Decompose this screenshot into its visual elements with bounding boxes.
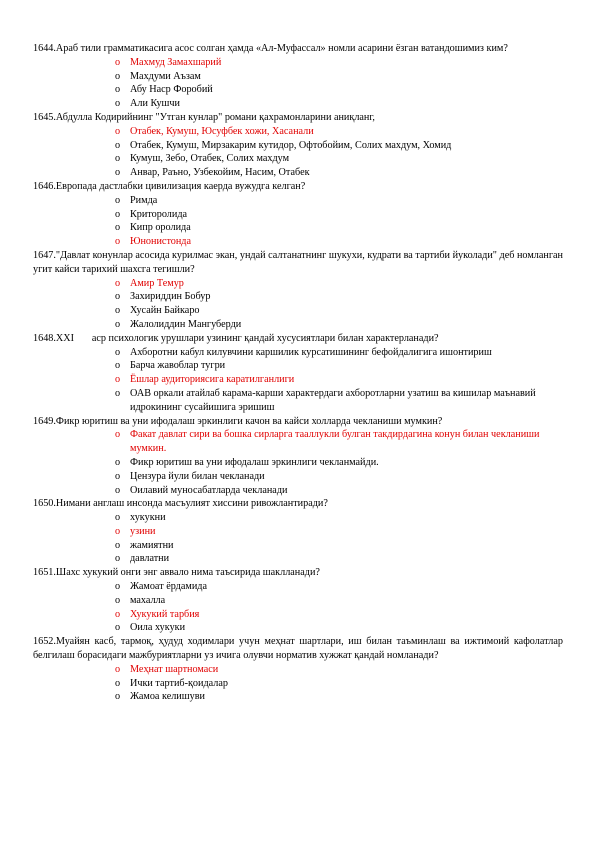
option[interactable] <box>33 511 563 525</box>
bullet-icon: o <box>115 663 121 675</box>
bullet-icon: o <box>115 553 121 565</box>
bullet-icon: o <box>115 594 121 606</box>
bullet-icon: o <box>115 208 121 220</box>
option[interactable] <box>33 539 563 553</box>
bullet-icon: o <box>115 608 121 620</box>
option-text: Фикр юритиш ва уни ифодалаш эркинлиги чекланмайди. <box>130 456 379 468</box>
document-page <box>33 42 563 704</box>
option[interactable] <box>33 83 563 97</box>
option-correct[interactable] <box>33 525 563 539</box>
option-correct[interactable] <box>33 235 563 249</box>
option-text: Амир Темур <box>130 277 184 289</box>
option-text: Кипр оролида <box>130 222 191 234</box>
question-text: 1650.Нимани англаш инсонда масъулият хиссини ривожлантиради? <box>33 498 328 510</box>
bullet-icon: o <box>115 277 121 289</box>
option-text: жамиятни <box>130 539 174 551</box>
question-1648 <box>33 332 563 415</box>
option-list <box>33 511 563 566</box>
option[interactable] <box>33 470 563 484</box>
option[interactable] <box>33 552 563 566</box>
option[interactable] <box>33 359 563 373</box>
bullet-icon: o <box>115 153 121 165</box>
bullet-icon: o <box>115 691 121 703</box>
question-1649 <box>33 415 563 498</box>
option-text: Хусайн Байкаро <box>130 305 200 317</box>
option-text: Захириддин Бобур <box>130 291 211 303</box>
question-1645 <box>33 111 563 180</box>
bullet-icon: o <box>115 677 121 689</box>
option-correct[interactable] <box>33 277 563 291</box>
question-1650 <box>33 497 563 566</box>
bullet-icon: o <box>115 429 121 441</box>
question-1652 <box>33 635 563 704</box>
option[interactable] <box>33 318 563 332</box>
question-text: 1646.Европада дастлабки цивилизация каерда вужудга келган? <box>33 180 306 192</box>
option[interactable] <box>33 346 563 360</box>
option[interactable] <box>33 139 563 153</box>
bullet-icon: o <box>115 512 121 524</box>
question-text: 1644.Араб тили грамматикасига асос солган ҳамда «Ал-Муфассал» номли асарини ёзган ватандошимиз ким? <box>33 43 508 54</box>
option-text: Юнонистонда <box>130 236 192 248</box>
bullet-icon: o <box>115 194 121 206</box>
option[interactable] <box>33 290 563 304</box>
option-text: Оилавий муносабатларда чекланади <box>130 484 288 496</box>
option[interactable] <box>33 70 563 84</box>
option-correct[interactable] <box>33 56 563 70</box>
option-text: ОАВ оркали атайлаб карама-карши характердаги ахборотларни узатиш ва кишилар маънавий идрокининг сусайишига эришиш <box>130 387 536 413</box>
question-1647 <box>33 249 563 332</box>
bullet-icon: o <box>115 236 121 248</box>
bullet-icon: o <box>115 222 121 234</box>
option[interactable] <box>33 152 563 166</box>
option[interactable] <box>33 621 563 635</box>
option-list <box>33 277 563 332</box>
bullet-icon: o <box>115 360 121 372</box>
bullet-icon: o <box>115 387 121 399</box>
option-text: Ахборотни кабул килувчини каршилик курсатишининг бефойдалигига ишонтириш <box>130 346 492 358</box>
option[interactable] <box>33 580 563 594</box>
option-text: Меҳнат шартномаси <box>130 663 219 675</box>
option-text: Цензура йули билан чекланади <box>130 470 265 482</box>
option-list <box>33 428 563 497</box>
option-text: махалла <box>130 594 166 606</box>
question-1651 <box>33 566 563 635</box>
option-text: Жамоат ёрдамида <box>130 581 207 593</box>
option-text: давлатни <box>130 553 170 565</box>
option-text: хукукни <box>130 512 166 524</box>
option[interactable] <box>33 594 563 608</box>
bullet-icon: o <box>115 125 121 137</box>
question-text: 1647."Давлат конунлар асосида курилмас экан, ундай салтанатнинг шукухи, кудрати ва тартиби йуколади" деб номланган угит кайси тарихий шахсга тегишли? <box>33 249 563 275</box>
question-1646 <box>33 180 563 249</box>
option-list <box>33 663 563 704</box>
option-text: Оила хукуки <box>130 622 186 634</box>
option-correct[interactable] <box>33 608 563 622</box>
option-text: Барча жавоблар тугри <box>130 360 226 372</box>
option[interactable] <box>33 387 563 415</box>
option-text: Абу Наср Форобий <box>130 84 213 96</box>
bullet-icon: o <box>115 374 121 386</box>
bullet-icon: o <box>115 581 121 593</box>
question-text: 1645.Абдулла Кодирийнинг "Утган кунлар" романи қахрамонларини аниқланг, <box>33 111 375 123</box>
option-text: Кумуш, Зебо, Отабек, Солих махдум <box>130 153 290 165</box>
option-text: Анвар, Раъно, Узбекойим, Насим, Отабек <box>130 167 310 179</box>
option-text: Жамоа келишуви <box>130 691 205 703</box>
option-correct[interactable] <box>33 428 563 456</box>
bullet-icon: o <box>115 84 121 96</box>
option-text: Ички тартиб-қоидалар <box>130 677 228 689</box>
option-correct[interactable] <box>33 373 563 387</box>
bullet-icon: o <box>115 70 121 82</box>
bullet-icon: o <box>115 98 121 110</box>
option-text: Ёшлар аудиториясига каратилганлиги <box>130 374 295 386</box>
option-correct[interactable] <box>33 663 563 677</box>
option[interactable] <box>33 304 563 318</box>
option-text: Факат давлат сири ва бошка сирларга тааллукли булган такдирдагина конун билан чекланиши мумкин. <box>130 429 540 455</box>
question-1644 <box>33 42 563 111</box>
bullet-icon: o <box>115 167 121 179</box>
bullet-icon: o <box>115 291 121 303</box>
bullet-icon: o <box>115 318 121 330</box>
option-text: Римда <box>130 194 158 206</box>
question-text: 1651.Шахс хукукий онги энг аввало нима таъсирида шаклланади? <box>33 567 320 579</box>
option[interactable] <box>33 97 563 111</box>
option-text: Жалолиддин Мангуберди <box>130 318 242 330</box>
option[interactable] <box>33 456 563 470</box>
bullet-icon: o <box>115 456 121 468</box>
question-text: 1649.Фикр юритиш ва уни ифодалаш эркинлиги качон ва кайси холларда чекланиши мумкин? <box>33 415 443 427</box>
bullet-icon: o <box>115 539 121 551</box>
option-list <box>33 125 563 180</box>
option-text: Хукукий тарбия <box>130 608 200 620</box>
option[interactable] <box>33 484 563 498</box>
option-text: Махмуд Замахшарий <box>130 56 222 68</box>
bullet-icon: o <box>115 139 121 151</box>
question-text: 1648.XXI аср психологик урушлари узининг қандай хусусиятлари билан характерланади? <box>33 332 439 344</box>
bullet-icon: o <box>115 470 121 482</box>
bullet-icon: o <box>115 622 121 634</box>
option[interactable] <box>33 677 563 691</box>
option-text: Отабек, Кумуш, Мирзакарим кутидор, Офтобойим, Солих махдум, Хомид <box>130 139 452 151</box>
option[interactable] <box>33 208 563 222</box>
bullet-icon: o <box>115 346 121 358</box>
option-list <box>33 194 563 249</box>
option-text: Али Кушчи <box>130 98 180 110</box>
bullet-icon: o <box>115 305 121 317</box>
bullet-icon: o <box>115 56 121 68</box>
option-list <box>33 56 563 111</box>
option[interactable] <box>33 690 563 704</box>
question-text: 1652.Муайян касб, тармоқ, ҳудуд ходимлари учун меҳнат шартлари, иш билан таъминлаш ва ижтимоий кафолатлар белгилаш борасидаги мажбуриятларни уз ичига олувчи норматив хужжат қандай номланади? <box>33 636 563 662</box>
option-list <box>33 580 563 635</box>
option-correct[interactable] <box>33 125 563 139</box>
option-list <box>33 346 563 415</box>
option-text: узини <box>130 525 156 537</box>
bullet-icon: o <box>115 525 121 537</box>
option[interactable] <box>33 194 563 208</box>
option-text: Криторолида <box>130 208 188 220</box>
option-text: Отабек, Кумуш, Юсуфбек хожи, Хасанали <box>130 125 314 137</box>
option[interactable] <box>33 221 563 235</box>
option[interactable] <box>33 166 563 180</box>
option-text: Махдуми Аъзам <box>130 70 201 82</box>
bullet-icon: o <box>115 484 121 496</box>
